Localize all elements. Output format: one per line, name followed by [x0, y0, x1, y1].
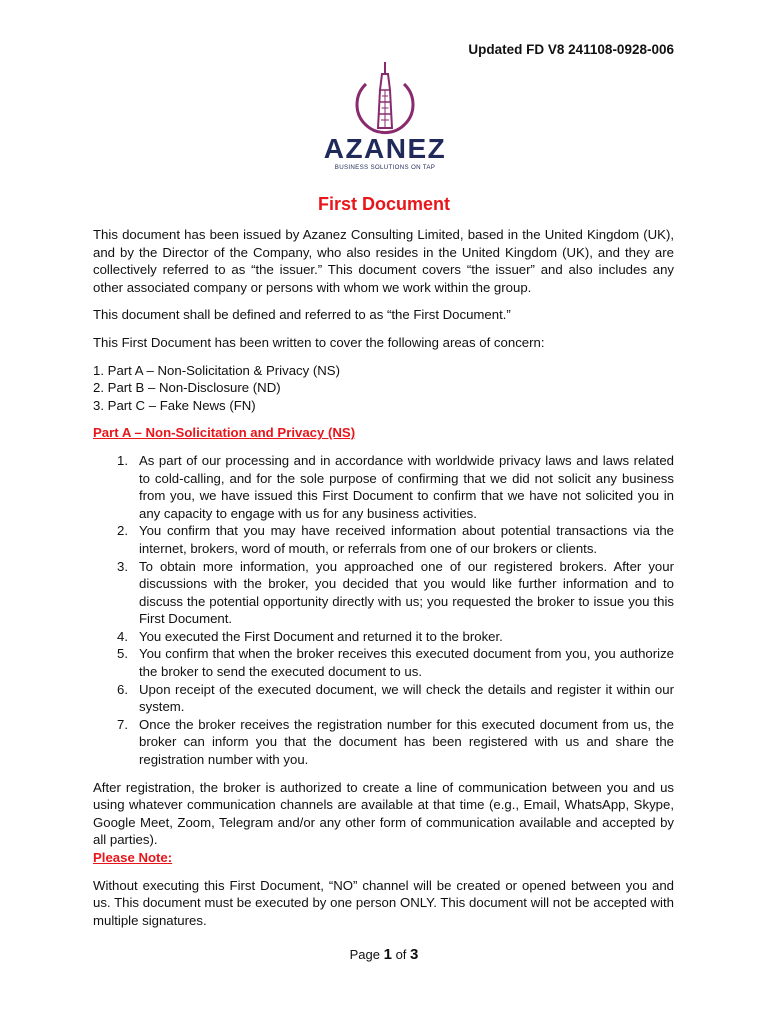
- list-item: [93, 681, 674, 716]
- document-body: [93, 226, 674, 939]
- list-item-number: 5.: [117, 646, 128, 662]
- list-item: [93, 645, 674, 680]
- tower-logo-icon: [318, 60, 452, 138]
- list-item-text: You executed the First Document and returned it to the broker.: [139, 628, 503, 644]
- list-item-text: As part of our processing and in accordance with worldwide privacy laws and laws related to cold-calling, and for the sole purpose of confirming that we did not solicit any business from you, we have issued this First Document to confirm that we have not solicited you in any capacity to engage with us for any business activities.: [139, 452, 674, 521]
- intro-paragraph-2: This document shall be defined and referred to as “the First Document.”: [93, 307, 511, 323]
- list-item-number: 1.: [117, 452, 128, 468]
- intro-paragraph-1: This document has been issued by Azanez Consulting Limited, based in the United Kingdom (UK), and by the Director of the Company, who also resides in the United Kingdom (UK), and they are collectively referred to as “the issuer.” This document covers “the issuer” and also includes any other associated company or persons with whom we work within the group.: [93, 227, 674, 295]
- page-footer: [0, 946, 768, 963]
- list-item-text: Upon receipt of the executed document, we will check the details and register it within our system.: [139, 681, 674, 715]
- after-registration-paragraph: After registration, the broker is authorized to create a line of communication between you and us using whatever communication channels are available at that time (e.g., Email, WhatsApp, Skype, Google Meet, Zoom, Telegram and/or any other form of communication available and accepted by all parties).: [93, 779, 674, 848]
- logo-wordmark: AZANEZ: [323, 133, 447, 164]
- intro-paragraph-3: This First Document has been written to cover the following areas of concern:: [93, 334, 545, 350]
- area-item: 3. Part C – Fake News (FN): [93, 397, 256, 413]
- logo-tagline: BUSINESS SOLUTIONS ON TAP: [334, 164, 436, 171]
- list-item: [93, 716, 674, 769]
- list-item: [93, 628, 674, 646]
- list-item: [93, 452, 674, 522]
- list-item-text: Once the broker receives the registration number for this executed document from us, the broker can inform you that the document has been registered with us and share the registration number with you.: [139, 716, 674, 768]
- document-title: First Document: [317, 194, 450, 214]
- part-a-terms-list: [93, 452, 674, 769]
- areas-list: [93, 362, 674, 415]
- area-item: 1. Part A – Non-Solicitation & Privacy (NS): [93, 362, 340, 378]
- area-item: 2. Part B – Non-Disclosure (ND): [93, 380, 281, 396]
- list-item-text: You confirm that you may have received information about potential transactions via the internet, brokers, word of mouth, or referrals from one of our brokers or clients.: [139, 523, 674, 556]
- please-note-paragraph: Without executing this First Document, “NO” channel will be created or opened between you and us. This document must be executed by one person ONLY. This document will not be accepted with multiple signatures.: [93, 877, 674, 928]
- total-pages-number: 3: [410, 946, 419, 963]
- list-item-number: 3.: [117, 558, 128, 574]
- please-note-heading: Please Note:: [93, 850, 173, 865]
- list-item-text: You confirm that when the broker receives this executed document from you, you authorize the broker to send the executed document to us.: [139, 646, 674, 680]
- current-page-number: 1: [383, 946, 392, 963]
- page-label: Page: [349, 947, 380, 962]
- part-a-heading: Part A – Non-Solicitation and Privacy (NS): [93, 425, 356, 441]
- list-item: [93, 558, 674, 628]
- company-logo: [318, 60, 452, 178]
- list-item-number: 7.: [117, 716, 128, 732]
- list-item-text: To obtain more information, you approached one of our registered brokers. After your discussions with the broker, you decided that you would like further information and to discuss the potential opportunity directly with us; you requested the broker to issue you this First Document.: [139, 558, 674, 627]
- list-item: [93, 522, 674, 557]
- document-reference: Updated FD V8 241108-0928-006: [468, 42, 674, 57]
- list-item-number: 4.: [117, 628, 128, 644]
- of-label: of: [395, 947, 407, 962]
- list-item-number: 6.: [117, 681, 128, 697]
- list-item-number: 2.: [117, 523, 128, 539]
